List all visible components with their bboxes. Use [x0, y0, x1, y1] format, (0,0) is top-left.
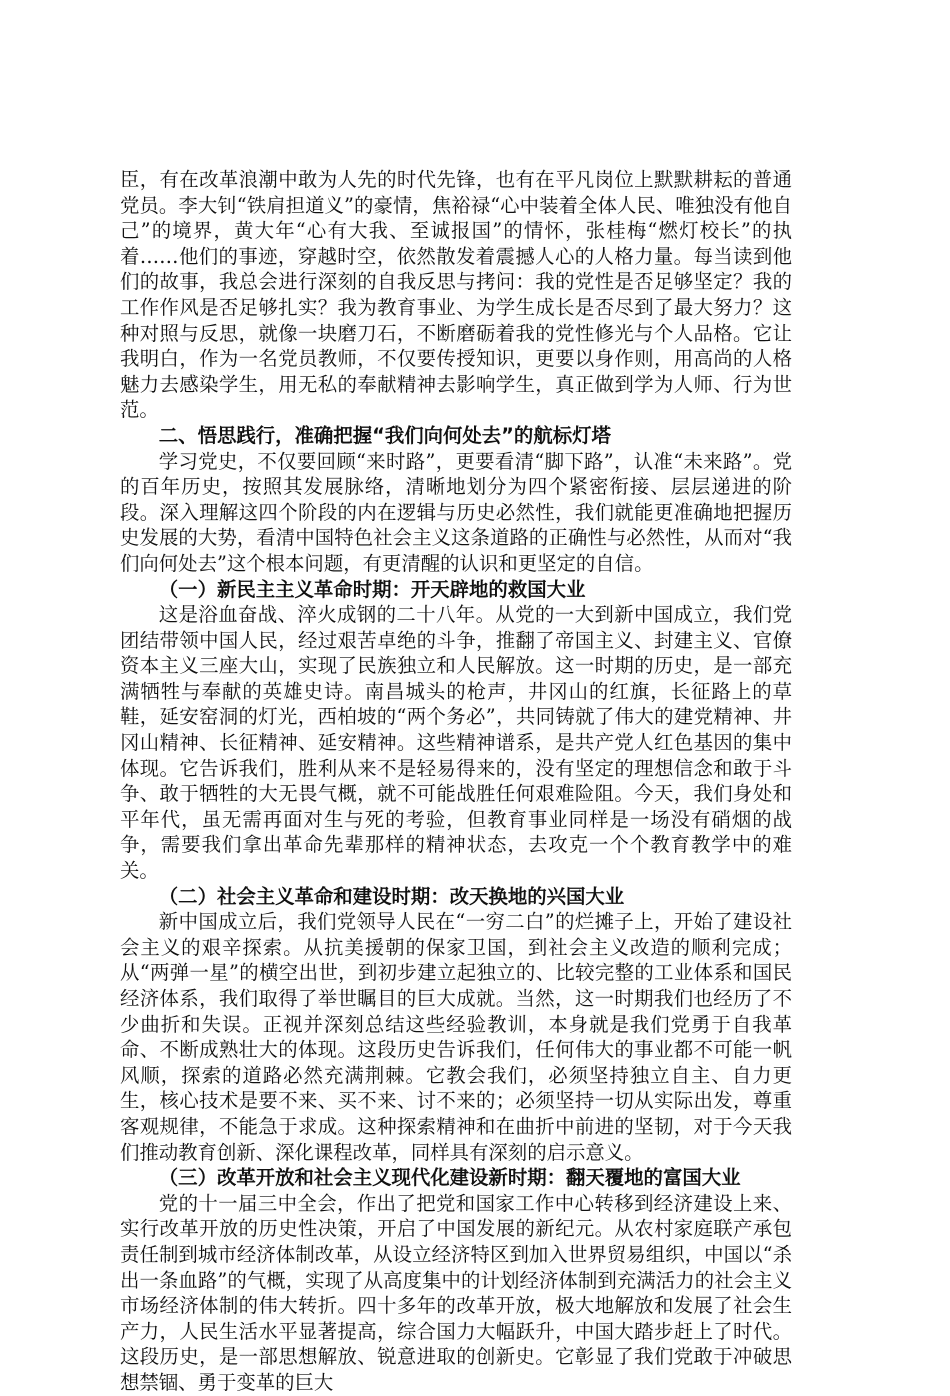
document-body	[120, 167, 792, 1396]
paragraph-4: 党的十一届三中全会，作出了把党和国家工作中心转移到经济建设上来、实行改革开放的历史性决策，开启了中国发展的新纪元。从农村家庭联产承包责任制到城市经济体制改革，从设立经济特区到加入世界贸易组织，中国以“杀出一条血路”的气概，实现了从高度集中的计划经济体制到充满活力的社会主义市场经济体制的伟大转折。四十多年的改革开放，极大地解放和发展了社会生产力，人民生活水平显著提高，综合国力大幅跃升，中国大踏步赶上了时代。这段历史，是一部思想解放、锐意进取的创新史。它彰显了我们党敢于冲破思想禁锢、勇于变革的巨大	[120, 1191, 792, 1394]
section-heading-2: 二、悟思践行，准确把握“我们向何处去”的航标灯塔	[158, 423, 611, 447]
subsection-heading-1: （一）新民主主义革命时期：开天辟地的救国大业	[158, 577, 586, 601]
paragraph-3: 新中国成立后，我们党领导人民在“一穷二白”的烂摊子上，开始了建设社会主义的艰辛探索。从抗美援朝的保家卫国，到社会主义改造的顺利完成；从“两弹一星”的横空出世，到初步建立起独立的、比较完整的工业体系和国民经济体系，我们取得了举世瞩目的巨大成就。当然，这一时期我们也经历了不少曲折和失误。正视并深刻总结这些经验教训，本身就是我们党勇于自我革命、不断成熟壮大的体现。这段历史告诉我们，任何伟大的事业都不可能一帆风顺，探索的道路必然充满荆棘。它教会我们，必须坚持独立自主、自力更生，核心技术是要不来、买不来、讨不来的；必须坚持一切从实际出发，尊重客观规律，不能急于求成。这种探索精神和在曲折中前进的坚韧，对于今天我们推动教育创新、深化课程改革，同样具有深刻的启示意义。	[120, 910, 792, 1164]
subsection-heading-3: （三）改革开放和社会主义现代化建设新时期：翻天覆地的富国大业	[158, 1166, 741, 1190]
paragraph-1: 学习党史，不仅要回顾“来时路”，更要看清“脚下路”，认准“未来路”。党的百年历史，按照其发展脉络，清晰地划分为四个紧密衔接、层层递进的阶段。深入理解这四个阶段的内在逻辑与历史必然性，我们就能更准确地把握历史发展的大势，看清中国特色社会主义这条道路的正确性与必然性，从而对“我们向何处去”这个根本问题，有更清醒的认识和更坚定的自信。	[120, 449, 792, 575]
paragraph-2: 这是浴血奋战、淬火成钢的二十八年。从党的一大到新中国成立，我们党团结带领中国人民，经过艰苦卓绝的斗争，推翻了帝国主义、封建主义、官僚资本主义三座大山，实现了民族独立和人民解放。这一时期的历史，是一部充满牺牲与奉献的英雄史诗。南昌城头的枪声，井冈山的红旗，长征路上的草鞋，延安窑洞的灯光，西柏坡的“两个务必”，共同铸就了伟大的建党精神、井冈山精神、长征精神、延安精神。这些精神谱系，是共产党人红色基因的集中体现。它告诉我们，胜利从来不是轻易得来的，没有坚定的理想信念和敢于斗争、敢于牺牲的大无畏气概，就不可能战胜任何艰难险阻。今天，我们身处和平年代，虽无需再面对生与死的考验，但教育事业同样是一场没有硝烟的战争，需要我们拿出革命先辈那样的精神状态，去攻克一个个教育教学中的难关。	[120, 603, 792, 883]
paragraph-0: 臣，有在改革浪潮中敢为人先的时代先锋，也有在平凡岗位上默默耕耘的普通党员。李大钊“铁肩担道义”的豪情，焦裕禄“心中装着全体人民、唯独没有他自己”的境界，黄大年“心有大我、至诚报国”的情怀，张桂梅“燃灯校长”的执着……他们的事迹，穿越时空，依然散发着震撼人心的人格力量。每当读到他们的故事，我总会进行深刻的自我反思与拷问：我的党性是否足够坚定？我的工作作风是否足够扎实？我为教育事业、为学生成长是否尽到了最大努力？这种对照与反思，就像一块磨刀石，不断磨砺着我的党性修光与个人品格。它让我明白，作为一名党员教师，不仅要传授知识，更要以身作则，用高尚的人格魅力去感染学生，用无私的奉献精神去影响学生，真正做到学为人师、行为世范。	[120, 168, 792, 422]
subsection-heading-2: （二）社会主义革命和建设时期：改天换地的兴国大业	[158, 884, 625, 908]
